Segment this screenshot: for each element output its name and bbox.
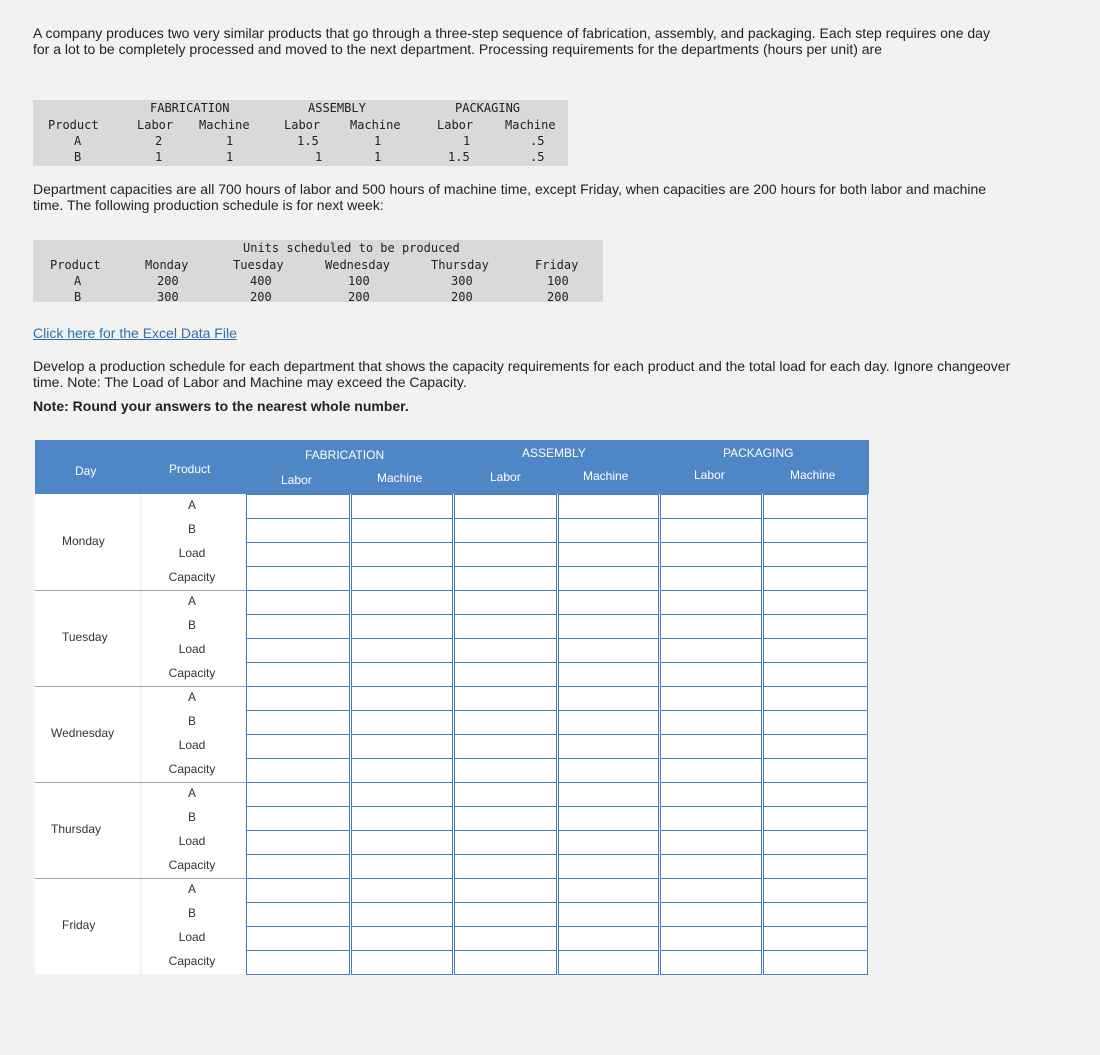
sched-a-product: A [74, 274, 82, 288]
req-b-product: B [74, 150, 82, 164]
thursday-a-fab-machine-input[interactable] [351, 782, 453, 807]
req-header-fab-labor: Labor [137, 118, 174, 132]
tuesday-a-pkg-machine-input[interactable] [763, 590, 868, 615]
friday-capacity-pkg-labor-input[interactable] [660, 950, 762, 975]
tuesday-b-fab-machine-input[interactable] [351, 614, 453, 639]
row-label-wednesday-b: B [187, 714, 196, 728]
monday-load-asm-machine-input[interactable] [558, 542, 659, 567]
req-group-packaging: PACKAGING [455, 101, 521, 115]
wednesday-load-pkg-machine-input[interactable] [763, 734, 868, 759]
grid-header-fabrication: FABRICATION [305, 448, 385, 462]
wednesday-b-pkg-labor-input[interactable] [660, 710, 762, 735]
sched-b-friday: 200 [547, 290, 569, 304]
monday-capacity-pkg-machine-input[interactable] [763, 566, 868, 591]
friday-load-fab-labor-input[interactable] [246, 926, 350, 951]
thursday-load-pkg-machine-input[interactable] [763, 830, 868, 855]
wednesday-a-fab-machine-input[interactable] [351, 686, 453, 711]
sched-b-wednesday: 200 [348, 290, 370, 304]
row-label-monday-load: Load [178, 546, 206, 560]
monday-a-asm-labor-input[interactable] [454, 494, 557, 519]
friday-load-fab-machine-input[interactable] [351, 926, 453, 951]
monday-b-fab-machine-input[interactable] [351, 518, 453, 543]
friday-capacity-asm-machine-input[interactable] [558, 950, 659, 975]
wednesday-load-asm-machine-input[interactable] [558, 734, 659, 759]
monday-a-pkg-labor-input[interactable] [660, 494, 762, 519]
tuesday-a-asm-labor-input[interactable] [454, 590, 557, 615]
row-label-friday-a: A [187, 882, 196, 896]
sched-a-monday: 200 [157, 274, 179, 288]
wednesday-b-fab-labor-input[interactable] [246, 710, 350, 735]
friday-b-fab-labor-input[interactable] [246, 902, 350, 927]
friday-a-fab-labor-input[interactable] [246, 878, 350, 903]
grid-header [35, 440, 869, 494]
day-label-tuesday: Tuesday [62, 630, 108, 644]
tuesday-load-asm-labor-input[interactable] [454, 638, 557, 663]
req-b-fab-machine: 1 [226, 150, 234, 164]
sched-a-wednesday: 100 [348, 274, 370, 288]
thursday-load-fab-machine-input[interactable] [351, 830, 453, 855]
grid-header-pkg-labor: Labor [694, 468, 725, 482]
sched-a-tuesday: 400 [250, 274, 272, 288]
tuesday-capacity-fab-machine-input[interactable] [351, 662, 453, 687]
thursday-b-pkg-machine-input[interactable] [763, 806, 868, 831]
tuesday-capacity-asm-labor-input[interactable] [454, 662, 557, 687]
tuesday-a-fab-machine-input[interactable] [351, 590, 453, 615]
tuesday-load-fab-machine-input[interactable] [351, 638, 453, 663]
friday-a-pkg-machine-input[interactable] [763, 878, 868, 903]
monday-load-fab-labor-input[interactable] [246, 542, 350, 567]
friday-b-pkg-machine-input[interactable] [763, 902, 868, 927]
tuesday-b-asm-labor-input[interactable] [454, 614, 557, 639]
grid-header-asm-machine: Machine [583, 469, 629, 483]
grid-header-day: Day [75, 464, 97, 478]
wednesday-load-pkg-labor-input[interactable] [660, 734, 762, 759]
wednesday-load-asm-labor-input[interactable] [454, 734, 557, 759]
tuesday-capacity-pkg-machine-input[interactable] [763, 662, 868, 687]
thursday-b-pkg-labor-input[interactable] [660, 806, 762, 831]
friday-b-asm-labor-input[interactable] [454, 902, 557, 927]
production-schedule-grid [35, 440, 869, 974]
friday-capacity-asm-labor-input[interactable] [454, 950, 557, 975]
row-label-monday-a: A [187, 498, 196, 512]
tuesday-capacity-asm-machine-input[interactable] [558, 662, 659, 687]
thursday-capacity-pkg-labor-input[interactable] [660, 854, 762, 879]
wednesday-a-asm-machine-input[interactable] [558, 686, 659, 711]
wednesday-capacity-fab-labor-input[interactable] [246, 758, 350, 783]
grid-header-fab-labor: Labor [281, 473, 312, 487]
thursday-a-fab-labor-input[interactable] [246, 782, 350, 807]
product-column [142, 494, 245, 974]
schedule-title: Units scheduled to be produced [243, 241, 460, 255]
wednesday-capacity-pkg-machine-input[interactable] [763, 758, 868, 783]
friday-a-pkg-labor-input[interactable] [660, 878, 762, 903]
req-b-pkg-labor: 1.5 [448, 150, 470, 164]
monday-capacity-asm-machine-input[interactable] [558, 566, 659, 591]
monday-b-asm-labor-input[interactable] [454, 518, 557, 543]
row-label-wednesday-a: A [187, 690, 196, 704]
req-a-pkg-labor: 1 [463, 134, 471, 148]
grid-header-pkg-machine: Machine [790, 468, 836, 482]
monday-capacity-asm-labor-input[interactable] [454, 566, 557, 591]
wednesday-a-asm-labor-input[interactable] [454, 686, 557, 711]
wednesday-load-fab-machine-input[interactable] [351, 734, 453, 759]
wednesday-b-asm-labor-input[interactable] [454, 710, 557, 735]
sched-a-thursday: 300 [451, 274, 473, 288]
wednesday-load-fab-labor-input[interactable] [246, 734, 350, 759]
tuesday-a-pkg-labor-input[interactable] [660, 590, 762, 615]
monday-a-asm-machine-input[interactable] [558, 494, 659, 519]
friday-capacity-fab-machine-input[interactable] [351, 950, 453, 975]
thursday-capacity-fab-labor-input[interactable] [246, 854, 350, 879]
friday-load-asm-machine-input[interactable] [558, 926, 659, 951]
rounding-note: Note: Round your answers to the nearest whole number. [33, 398, 409, 414]
req-header-product: Product [48, 118, 99, 132]
monday-b-fab-labor-input[interactable] [246, 518, 350, 543]
req-group-fabrication: FABRICATION [150, 101, 230, 115]
thursday-load-fab-labor-input[interactable] [246, 830, 350, 855]
day-label-wednesday: Wednesday [51, 726, 115, 740]
tuesday-b-pkg-labor-input[interactable] [660, 614, 762, 639]
thursday-b-asm-machine-input[interactable] [558, 806, 659, 831]
monday-a-fab-machine-input[interactable] [351, 494, 453, 519]
day-label-thursday: Thursday [51, 822, 102, 836]
wednesday-b-pkg-machine-input[interactable] [763, 710, 868, 735]
grid-header-fab-machine: Machine [377, 471, 423, 485]
intro-text: A company produces two very similar products that go through a three-step sequence of fabrication, assembly, and packaging. Each step requires one day for a lot to be completely processed and moved to the next department. Processing requirements for the departments (hours per unit) are [33, 25, 990, 57]
friday-b-pkg-labor-input[interactable] [660, 902, 762, 927]
sched-b-tuesday: 200 [250, 290, 272, 304]
tuesday-b-pkg-machine-input[interactable] [763, 614, 868, 639]
sched-b-product: B [74, 290, 82, 304]
wednesday-capacity-fab-machine-input[interactable] [351, 758, 453, 783]
thursday-a-asm-labor-input[interactable] [454, 782, 557, 807]
monday-capacity-pkg-labor-input[interactable] [660, 566, 762, 591]
req-a-pkg-machine: .5 [530, 134, 545, 148]
day-separator [35, 878, 245, 879]
tuesday-b-asm-machine-input[interactable] [558, 614, 659, 639]
req-b-fab-labor: 1 [155, 150, 163, 164]
sched-header-thursday: Thursday [431, 258, 489, 272]
row-label-friday-capacity: Capacity [168, 954, 216, 968]
monday-a-pkg-machine-input[interactable] [763, 494, 868, 519]
monday-a-fab-labor-input[interactable] [246, 494, 350, 519]
monday-load-fab-machine-input[interactable] [351, 542, 453, 567]
day-label-friday: Friday [62, 918, 96, 932]
sched-header-product: Product [50, 258, 101, 272]
row-label-thursday-a: A [187, 786, 196, 800]
row-label-tuesday-load: Load [178, 642, 206, 656]
req-a-asm-machine: 1 [374, 134, 382, 148]
thursday-b-fab-labor-input[interactable] [246, 806, 350, 831]
row-label-tuesday-capacity: Capacity [168, 666, 216, 680]
monday-b-pkg-labor-input[interactable] [660, 518, 762, 543]
thursday-capacity-pkg-machine-input[interactable] [763, 854, 868, 879]
row-label-monday-b: B [187, 522, 196, 536]
req-a-asm-labor: 1.5 [297, 134, 319, 148]
monday-load-asm-labor-input[interactable] [454, 542, 557, 567]
row-label-wednesday-capacity: Capacity [168, 762, 216, 776]
friday-capacity-pkg-machine-input[interactable] [763, 950, 868, 975]
wednesday-a-fab-labor-input[interactable] [246, 686, 350, 711]
thursday-b-fab-machine-input[interactable] [351, 806, 453, 831]
wednesday-capacity-asm-labor-input[interactable] [454, 758, 557, 783]
grid-header-packaging: PACKAGING [723, 446, 794, 460]
friday-load-pkg-machine-input[interactable] [763, 926, 868, 951]
thursday-b-asm-labor-input[interactable] [454, 806, 557, 831]
wednesday-capacity-asm-machine-input[interactable] [558, 758, 659, 783]
monday-b-asm-machine-input[interactable] [558, 518, 659, 543]
sched-a-friday: 100 [547, 274, 569, 288]
thursday-capacity-fab-machine-input[interactable] [351, 854, 453, 879]
sched-b-monday: 300 [157, 290, 179, 304]
grid-header-asm-labor: Labor [490, 470, 521, 484]
row-label-thursday-capacity: Capacity [168, 858, 216, 872]
req-a-product: A [74, 134, 82, 148]
monday-load-pkg-labor-input[interactable] [660, 542, 762, 567]
friday-capacity-fab-labor-input[interactable] [246, 950, 350, 975]
monday-capacity-fab-machine-input[interactable] [351, 566, 453, 591]
thursday-a-asm-machine-input[interactable] [558, 782, 659, 807]
monday-capacity-fab-labor-input[interactable] [246, 566, 350, 591]
day-label-monday: Monday [62, 534, 105, 548]
sched-header-friday: Friday [535, 258, 579, 272]
day-separator [35, 686, 245, 687]
friday-b-asm-machine-input[interactable] [558, 902, 659, 927]
monday-b-pkg-machine-input[interactable] [763, 518, 868, 543]
row-label-tuesday-b: B [187, 618, 196, 632]
thursday-a-pkg-machine-input[interactable] [763, 782, 868, 807]
row-label-friday-load: Load [178, 930, 206, 944]
friday-load-pkg-labor-input[interactable] [660, 926, 762, 951]
row-label-thursday-load: Load [178, 834, 206, 848]
row-label-monday-capacity: Capacity [168, 570, 216, 584]
instructions-text: Develop a production schedule for each department that shows the capacity requirements for each product and the total load for each day. Ignore changeover time. Note: The Load of Labor and Machine may exceed the Capacity. [33, 358, 1011, 390]
req-header-asm-labor: Labor [284, 118, 321, 132]
tuesday-b-fab-labor-input[interactable] [246, 614, 350, 639]
capacity-text: Department capacities are all 700 hours of labor and 500 hours of machine time, except Friday, when capacities are 200 hours for both labor and machine time. The following production schedule is for next week: [33, 181, 987, 213]
friday-load-asm-labor-input[interactable] [454, 926, 557, 951]
row-label-tuesday-a: A [187, 594, 196, 608]
friday-a-fab-machine-input[interactable] [351, 878, 453, 903]
row-label-friday-b: B [187, 906, 196, 920]
req-header-asm-machine: Machine [350, 118, 401, 132]
tuesday-a-fab-labor-input[interactable] [246, 590, 350, 615]
tuesday-a-asm-machine-input[interactable] [558, 590, 659, 615]
tuesday-load-pkg-labor-input[interactable] [660, 638, 762, 663]
tuesday-capacity-fab-labor-input[interactable] [246, 662, 350, 687]
row-label-wednesday-load: Load [178, 738, 206, 752]
req-group-assembly: ASSEMBLY [308, 101, 366, 115]
wednesday-b-asm-machine-input[interactable] [558, 710, 659, 735]
tuesday-load-pkg-machine-input[interactable] [763, 638, 868, 663]
thursday-capacity-asm-labor-input[interactable] [454, 854, 557, 879]
friday-b-fab-machine-input[interactable] [351, 902, 453, 927]
day-separator [35, 782, 245, 783]
tuesday-capacity-pkg-labor-input[interactable] [660, 662, 762, 687]
sched-header-monday: Monday [145, 258, 189, 272]
sched-header-wednesday: Wednesday [325, 258, 391, 272]
wednesday-b-fab-machine-input[interactable] [351, 710, 453, 735]
wednesday-capacity-pkg-labor-input[interactable] [660, 758, 762, 783]
req-b-asm-labor: 1 [315, 150, 323, 164]
thursday-capacity-asm-machine-input[interactable] [558, 854, 659, 879]
sched-header-tuesday: Tuesday [233, 258, 284, 272]
thursday-load-asm-machine-input[interactable] [558, 830, 659, 855]
thursday-load-asm-labor-input[interactable] [454, 830, 557, 855]
req-a-fab-labor: 2 [155, 134, 163, 148]
grid-header-product: Product [169, 462, 211, 476]
req-header-pkg-machine: Machine [505, 118, 556, 132]
friday-a-asm-labor-input[interactable] [454, 878, 557, 903]
req-header-pkg-labor: Labor [437, 118, 474, 132]
row-label-thursday-b: B [187, 810, 196, 824]
tuesday-load-asm-machine-input[interactable] [558, 638, 659, 663]
friday-a-asm-machine-input[interactable] [558, 878, 659, 903]
req-b-asm-machine: 1 [374, 150, 382, 164]
req-header-fab-machine: Machine [199, 118, 250, 132]
monday-load-pkg-machine-input[interactable] [763, 542, 868, 567]
req-b-pkg-machine: .5 [530, 150, 545, 164]
wednesday-a-pkg-machine-input[interactable] [763, 686, 868, 711]
grid-header-assembly: ASSEMBLY [522, 446, 586, 460]
thursday-load-pkg-labor-input[interactable] [660, 830, 762, 855]
day-separator [35, 590, 245, 591]
req-a-fab-machine: 1 [226, 134, 234, 148]
excel-data-link[interactable]: Click here for the Excel Data File [33, 325, 237, 341]
sched-b-thursday: 200 [451, 290, 473, 304]
thursday-a-pkg-labor-input[interactable] [660, 782, 762, 807]
tuesday-load-fab-labor-input[interactable] [246, 638, 350, 663]
wednesday-a-pkg-labor-input[interactable] [660, 686, 762, 711]
